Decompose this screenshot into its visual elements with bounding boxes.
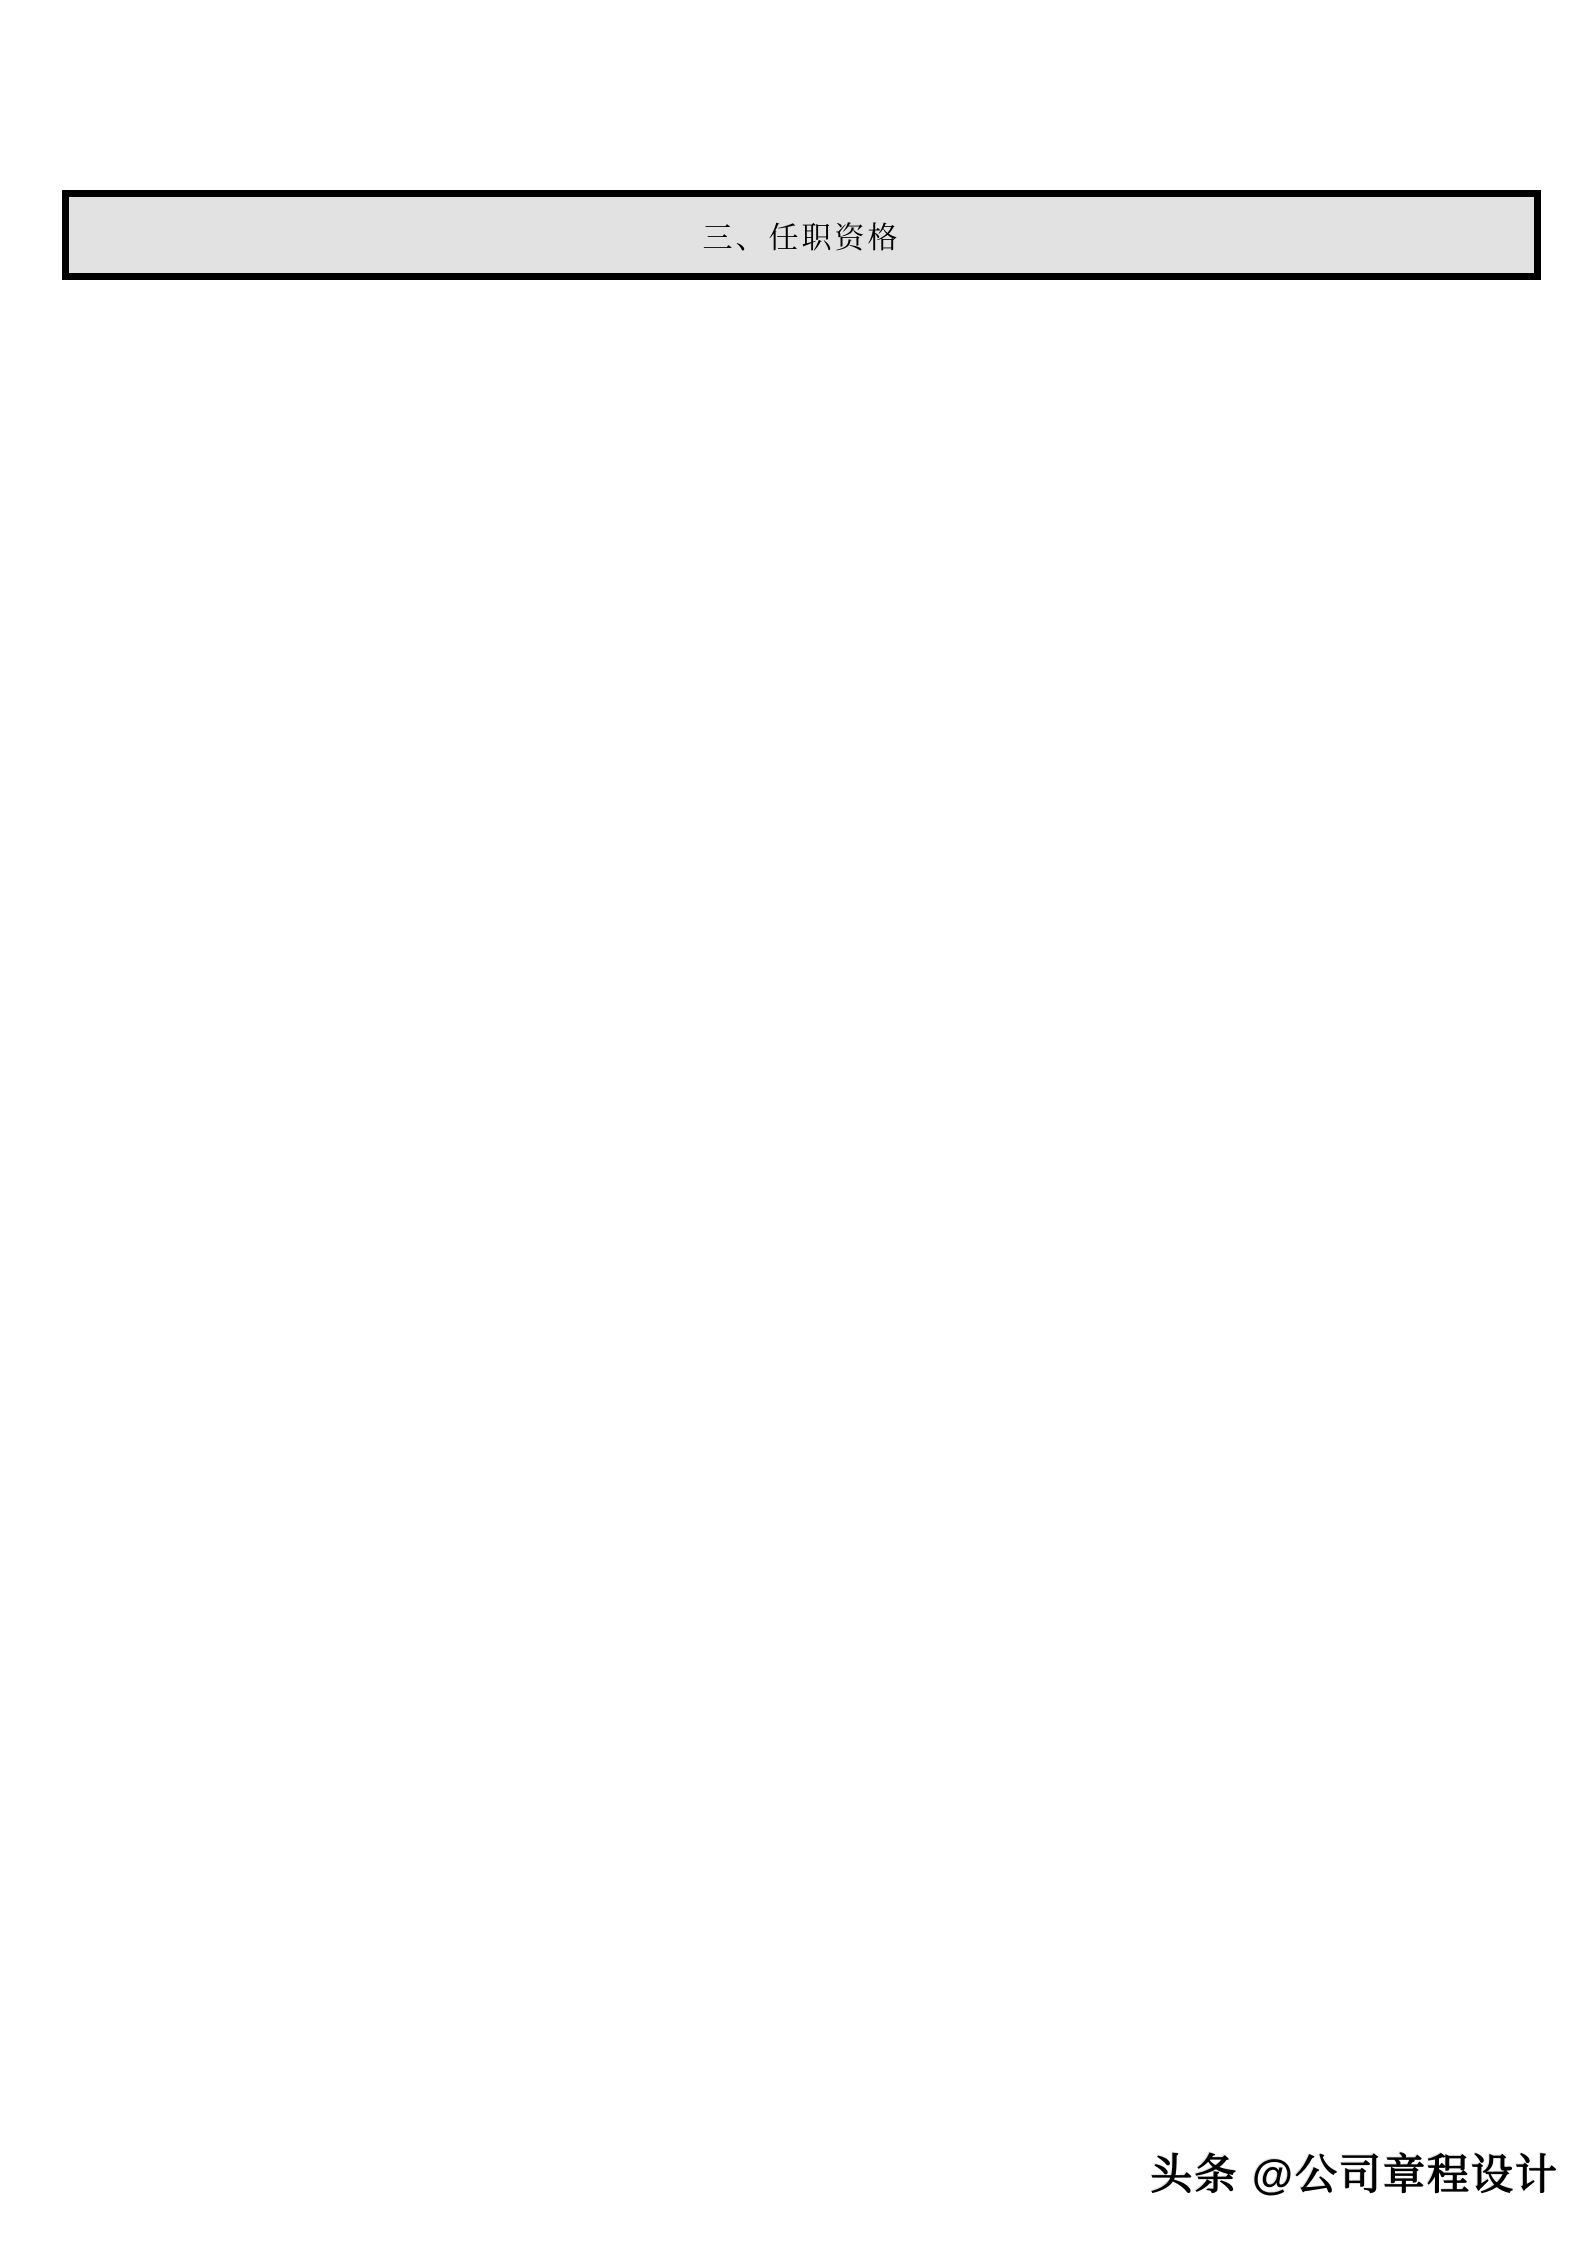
section-header-qualifications: 三、任职资格 [66, 194, 1538, 277]
watermark-text: 头条 @公司章程设计 [1150, 2151, 1559, 2198]
duties-table [62, 190, 1541, 280]
section-row [66, 194, 1538, 277]
